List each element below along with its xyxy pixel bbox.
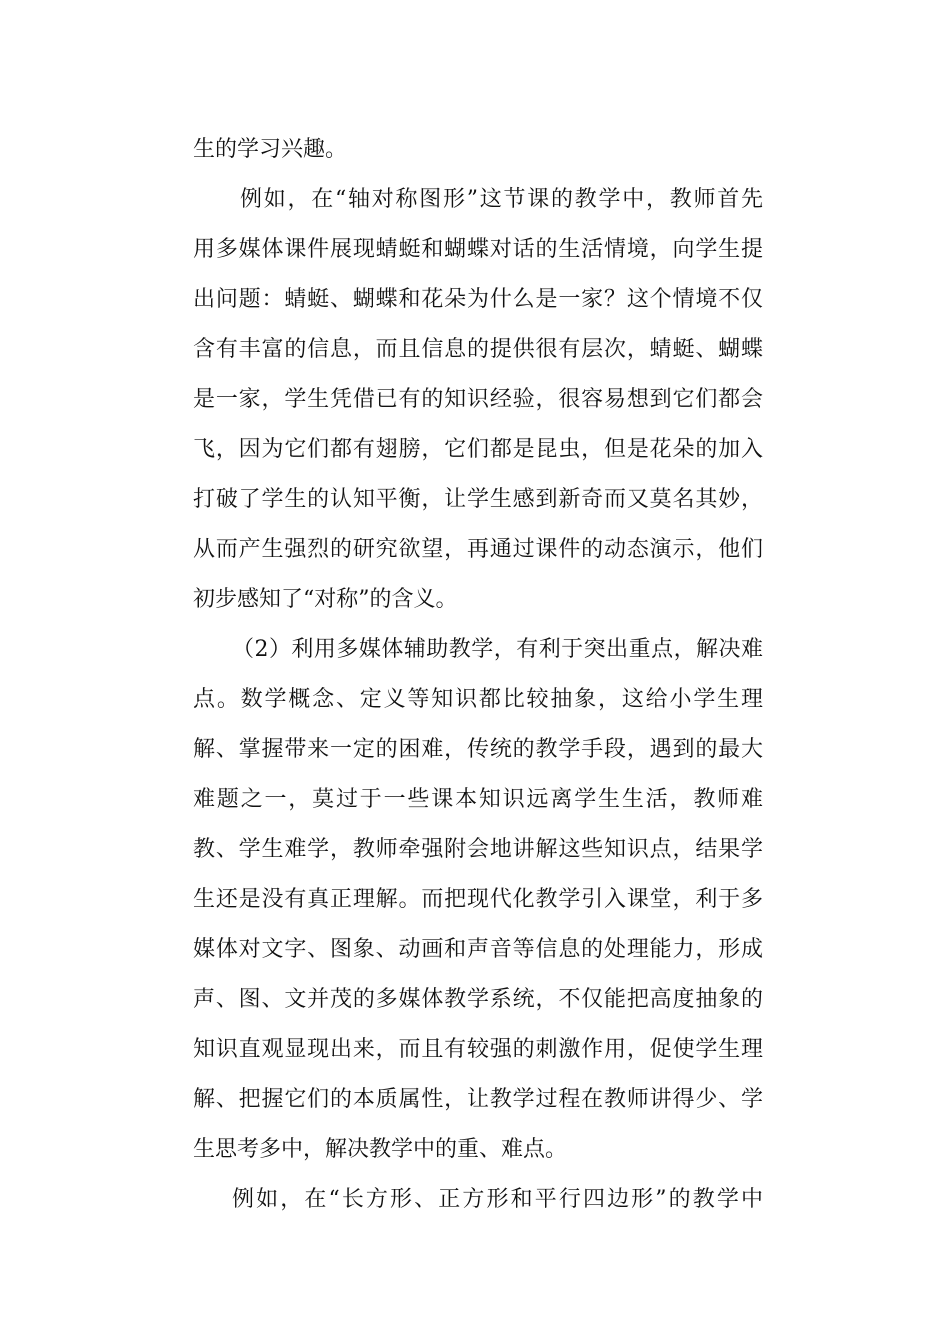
text-line: 初步感知了“对称”的含义。: [193, 587, 458, 612]
text-line: 解、把握它们的本质属性，让教学过程在教师讲得少、学: [193, 1087, 763, 1112]
text-line: 例如，在“轴对称图形”这节课的教学中，教师首先: [240, 187, 763, 212]
text-line: 从而产生强烈的研究欲望，再通过课件的动态演示，他们: [193, 537, 763, 562]
text-line: 声、图、文并茂的多媒体教学系统，不仅能把高度抽象的: [193, 987, 763, 1012]
text-line: 例如，在“长方形、正方形和平行四边形”的教学中: [232, 1187, 763, 1212]
text-line: 含有丰富的信息，而且信息的提供很有层次，蜻蜓、蝴蝶: [193, 337, 763, 362]
text-line: 媒体对文字、图象、动画和声音等信息的处理能力，形成: [193, 937, 763, 962]
text-line: 点。数学概念、定义等知识都比较抽象，这给小学生理: [193, 687, 763, 712]
text-line: 飞，因为它们都有翅膀，它们都是昆虫，但是花朵的加入: [193, 437, 763, 462]
text-line: 知识直观显现出来，而且有较强的刺激作用，促使学生理: [193, 1037, 763, 1062]
text-line: 难题之一，莫过于一些课本知识远离学生生活，教师难: [193, 787, 763, 812]
text-line: 用多媒体课件展现蜻蜓和蝴蝶对话的生活情境，向学生提: [193, 237, 763, 262]
text-line: 教、学生难学，教师牵强附会地讲解这些知识点，结果学: [193, 837, 763, 862]
text-line: （2）利用多媒体辅助教学，有利于突出重点，解决难: [232, 637, 763, 662]
text-line: 出问题：蜻蜓、蝴蝶和花朵为什么是一家？这个情境不仅: [193, 287, 763, 312]
text-line: 解、掌握带来一定的困难，传统的教学手段，遇到的最大: [193, 737, 763, 762]
text-line: 打破了学生的认知平衡，让学生感到新奇而又莫名其妙，: [193, 487, 763, 512]
text-line: 生思考多中，解决教学中的重、难点。: [193, 1137, 568, 1162]
text-line: 生还是没有真正理解。而把现代化教学引入课堂，利于多: [193, 887, 763, 912]
text-line: 生的学习兴趣。: [193, 137, 348, 162]
text-line: 是一家，学生凭借已有的知识经验，很容易想到它们都会: [193, 387, 763, 412]
